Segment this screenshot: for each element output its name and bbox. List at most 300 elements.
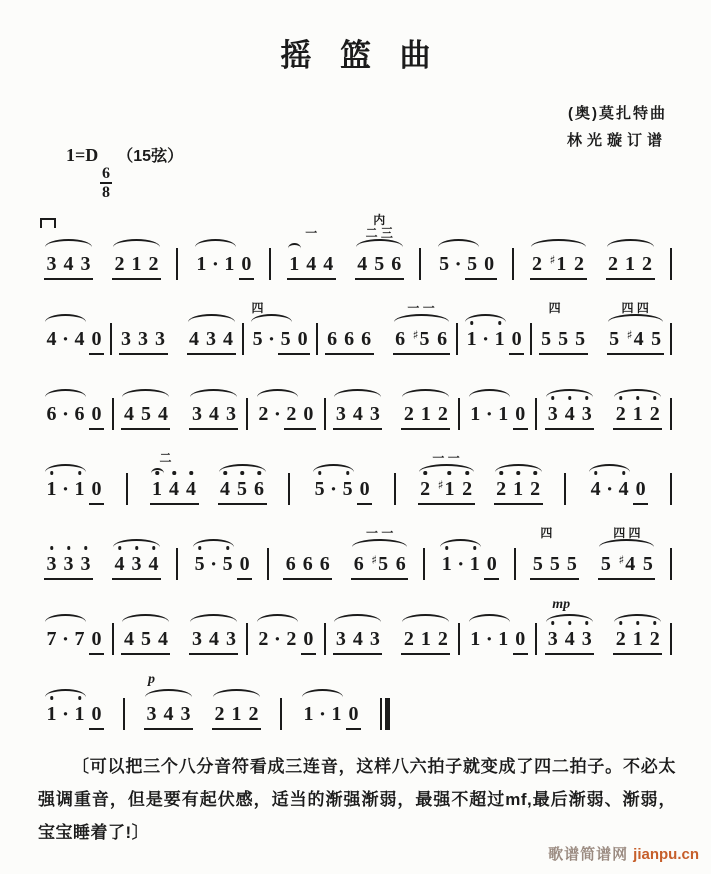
duration-dot: · [318,702,326,726]
barline [670,473,672,505]
note: 3 [206,328,217,350]
note: 3 [369,403,380,425]
note: 1 [303,703,314,725]
note: 1 [625,253,635,275]
measure [321,301,454,351]
beam-underline [530,578,579,580]
beam-underline [530,278,587,280]
beam-underline [613,653,662,655]
barline [246,623,248,655]
beam-underline [278,353,310,355]
slur [531,239,586,248]
beam-underline [484,578,499,580]
measure [329,402,454,426]
barline [458,398,460,430]
note: 7 [74,628,85,650]
rest-note: 0 [91,403,102,425]
measure [40,402,108,426]
note: 1 [224,253,235,275]
barline [670,623,672,655]
beam-underline [283,578,332,580]
note-group [43,552,94,576]
beam-underline [333,653,382,655]
note: 2 [148,253,159,275]
barline [670,548,672,580]
note: 4 [208,403,219,425]
note: 2 [459,477,476,501]
note: 4 [615,477,632,501]
note: 5 [374,253,385,275]
barline [267,548,269,580]
note-group [467,402,529,426]
fingering-annotation: 一 一 [366,526,394,540]
note: 4 [561,627,578,651]
note-group [597,526,656,576]
barline [123,698,125,730]
note: 2 [493,477,510,501]
note: 5 [140,403,151,425]
measure [117,402,242,426]
beam-underline [218,503,267,505]
note: 3 [225,628,236,650]
music-line [40,508,672,583]
measure [584,477,652,501]
beam-underline [189,428,238,430]
beam-underline [598,578,655,580]
beam-underline [613,428,662,430]
measure [252,402,320,426]
note: 5 [311,477,328,501]
slur [188,314,235,323]
duration-dot: · [210,552,218,576]
note: 3 [77,552,94,576]
note: 1 [438,552,455,576]
beam-underline [545,653,594,655]
note: 4 [74,328,85,350]
note-group [43,477,105,501]
slur [113,539,160,548]
note-group [43,327,105,351]
slur [440,539,481,548]
note: 4 [217,477,234,501]
duration-dot: · [273,402,281,426]
note-group [188,627,239,651]
rest-note: 0 [515,628,526,650]
note: 4 [223,328,234,350]
beam-underline [239,278,254,280]
slur [45,314,86,323]
sharp-icon: ♯ [549,253,556,267]
note-group [354,213,405,276]
beam-underline [393,353,450,355]
note: ♯4 [618,553,636,575]
slur [193,539,234,548]
slur [614,614,661,623]
note: 2 [114,253,125,275]
fingering-annotation: 四 [251,301,264,315]
measure [308,477,376,501]
duration-dot: · [268,327,276,351]
barline [394,473,396,505]
note: 2 [646,402,663,426]
note: 4 [145,552,162,576]
beam-underline [606,278,655,280]
note: 3 [180,703,191,725]
slur [151,468,164,474]
phrase-start-marker [40,218,56,228]
note-group [587,477,649,501]
beam-underline [44,578,93,580]
note: 5 [252,328,263,350]
note: 2 [532,253,542,275]
note: 1 [466,552,483,576]
beam-underline [545,428,594,430]
note: 1 [43,477,60,501]
beam-underline [509,353,524,355]
note: 4 [352,628,363,650]
note: 1 [196,253,207,275]
note-group [188,402,239,426]
note: 2 [612,402,629,426]
note: 1 [71,702,88,726]
barline [670,398,672,430]
measure [541,402,666,426]
note: 5 [191,552,208,576]
beam-underline [89,728,104,730]
note: 4 [123,628,134,650]
note: 1 [510,477,527,501]
note-group [350,526,409,576]
note: 1 [131,253,142,275]
note: 6 [46,403,57,425]
measure [190,252,258,276]
measure [40,627,108,651]
note: 1 [420,403,431,425]
rest-note: 0 [297,328,308,350]
beam-underline [237,578,252,580]
music-line [40,583,672,658]
note-group [191,552,253,576]
note-group [286,226,337,276]
beam-underline [121,653,170,655]
beam-underline [513,428,528,430]
note: 1 [498,403,509,425]
rest-note: 0 [515,403,526,425]
note: 2 [417,477,434,501]
beam-underline [494,503,543,505]
note: 3 [369,628,380,650]
slur [469,389,510,398]
note: 3 [578,402,595,426]
beam-underline [513,653,528,655]
sharp-icon: ♯ [371,553,378,567]
note-group [255,402,317,426]
rest-note: 0 [239,553,250,575]
barline [670,248,672,280]
note: 6 [437,328,448,350]
duration-dot: · [457,552,465,576]
note: 3 [578,627,595,651]
note-group [538,301,589,351]
beam-underline [89,653,104,655]
duration-dot: · [211,252,219,276]
duration-dot: · [61,702,69,726]
beam-underline [401,428,450,430]
note: 3 [191,628,202,650]
music-line [40,433,672,508]
slur [257,389,298,398]
barline [269,248,271,280]
note: 6 [353,553,364,575]
duration-dot: · [606,477,614,501]
note: 2 [437,628,448,650]
rest-note: 0 [511,328,522,350]
watermark [548,843,699,864]
note: 2 [437,403,448,425]
duration-dot: · [61,327,69,351]
note: 5 [651,328,662,350]
barline [176,248,178,280]
measure [40,552,165,576]
measure [464,402,532,426]
time-signature [97,166,115,200]
slur [113,239,160,248]
measure [40,252,165,276]
note-group [324,327,375,351]
sharp-icon: ♯ [437,478,444,492]
beam-underline [112,278,161,280]
note: 6 [361,328,372,350]
page-title: 摇 篮 曲 [280,38,441,73]
note: 5 [566,553,577,575]
measure [526,526,659,576]
rest-note: 0 [303,403,314,425]
music-line [40,358,672,433]
measure [252,627,320,651]
note: 6 [319,553,330,575]
note-group [118,327,169,351]
note: 4 [208,628,219,650]
beam-underline [150,503,199,505]
music-line [40,283,672,358]
measure [297,702,365,726]
note: 5 [575,328,586,350]
slur [145,689,192,698]
slur [45,614,86,623]
measure [115,327,240,351]
slur [302,689,343,698]
note-group [467,627,529,651]
duration-dot: · [482,327,490,351]
note: 5 [541,328,552,350]
fingering-annotation: 四 [540,526,553,540]
note: 4 [561,402,578,426]
note-group [400,627,451,651]
rest-note: 0 [91,628,102,650]
measure [433,252,501,276]
slur [45,239,92,248]
barline [423,548,425,580]
barline [670,323,672,355]
barline [324,398,326,430]
barline [126,473,128,505]
note-group [120,402,171,426]
note: 2 [286,628,297,650]
note: 5 [549,553,560,575]
beam-underline [189,653,238,655]
credits-block [567,100,667,154]
note: 1 [289,253,300,275]
note-group [544,402,595,426]
note: 4 [157,403,168,425]
note-group [463,327,525,351]
note: 4 [163,703,174,725]
slur [465,314,506,323]
note-group [120,627,171,651]
duration-dot: · [273,627,281,651]
note: 1 [470,403,481,425]
note: 4 [63,253,74,275]
note-group [43,252,94,276]
beam-underline [418,503,475,505]
beam-underline [89,353,104,355]
note: 5 [234,477,251,501]
note-group [186,327,237,351]
note: 5 [532,553,543,575]
note: 5 [558,328,569,350]
note: 2 [608,253,618,275]
note: 1 [470,628,481,650]
note: 1 [629,402,646,426]
barline [110,323,112,355]
rest-note: 0 [303,628,314,650]
note: 1 [629,627,646,651]
watermark-site-name: 歌谱简谱网 [548,846,629,863]
rest-note: 0 [91,328,102,350]
note-group [43,627,105,651]
fingering-annotation: 二 三 [365,226,393,240]
duration-dot: · [454,252,462,276]
beam-underline [539,353,588,355]
slur [438,239,479,248]
note-group [300,702,362,726]
music-line [40,658,672,733]
note: 6 [391,253,402,275]
barline [535,398,537,430]
note-group [211,702,262,726]
beam-underline [633,503,648,505]
measure [329,627,454,651]
note: 5 [439,253,450,275]
note: 6 [74,403,85,425]
dynamic-marking: p [148,672,155,687]
note: 2 [574,253,584,275]
slur [45,464,86,473]
note: 4 [183,477,200,501]
note: 5 [280,328,291,350]
measure [283,213,408,276]
note-group [282,552,333,576]
slur [45,389,86,398]
note-group [217,477,268,501]
slur [546,614,593,623]
measure [464,627,532,651]
note: 6 [302,553,313,575]
slur [495,464,542,473]
note: 6 [395,553,406,575]
note-group [417,451,476,501]
barline [242,323,244,355]
rest-note: 0 [241,253,252,275]
note: 4 [46,328,57,350]
note-group [255,627,317,651]
duration-dot: · [330,477,338,501]
dynamic-marking: mp [552,597,571,612]
note: ♯5 [412,328,430,350]
barline [288,473,290,505]
rest-note: 0 [486,553,497,575]
duration-dot: · [61,627,69,651]
note-group [332,402,383,426]
barline [246,398,248,430]
beam-underline [284,428,316,430]
note: 3 [43,552,60,576]
note: 4 [352,403,363,425]
note-group [311,477,373,501]
rest-note: 0 [91,703,102,725]
slur [313,464,354,473]
fingering-annotation: 一 一 [407,301,435,315]
note: 3 [335,403,346,425]
slur [614,389,661,398]
note: 1 [331,703,342,725]
slur [469,614,510,623]
note-group [392,301,451,351]
fingering-annotation: 一 一 [432,451,460,465]
note: 5 [219,552,236,576]
note-group [149,451,200,501]
barline [176,548,178,580]
note: 1 [498,628,509,650]
note: ♯5 [371,553,389,575]
beam-underline [121,428,170,430]
watermark-site-url: jianpu.cn [633,846,699,863]
beam-underline [287,278,336,280]
note: 4 [306,253,317,275]
score [40,208,672,733]
note-group [606,301,665,351]
measure [414,451,547,501]
barline [419,248,421,280]
beam-underline [301,653,316,655]
sharp-icon: ♯ [626,328,633,342]
note: 1 [231,703,242,725]
note: 1 [43,702,60,726]
note: 6 [327,328,338,350]
note: 1 [420,628,431,650]
beam-underline [465,278,497,280]
note: 3 [146,703,157,725]
note-group [193,252,255,276]
beam-underline [357,503,372,505]
note: 4 [157,628,168,650]
note: 2 [248,703,259,725]
sharp-icon: ♯ [412,328,419,342]
note: 3 [138,328,149,350]
key-signature-row [66,143,183,166]
beam-underline [333,428,382,430]
duration-dot: · [485,402,493,426]
